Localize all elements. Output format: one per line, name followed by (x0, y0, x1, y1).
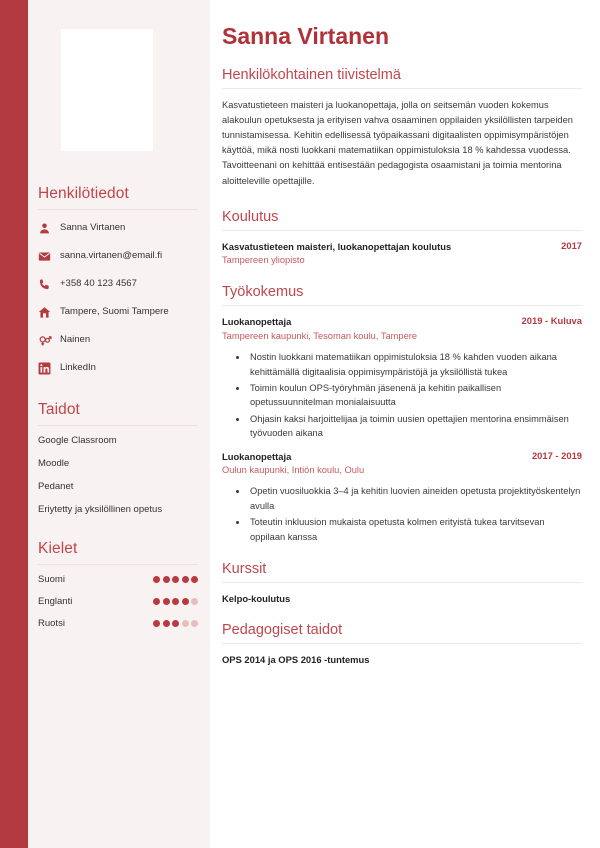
experience-entry-header (222, 450, 582, 463)
experience-bullets (222, 350, 582, 440)
main-content (210, 0, 600, 848)
sidebar-heading-languages: Kielet (38, 539, 78, 557)
section-divider-pedagogical (222, 643, 582, 644)
rating-dot (153, 598, 160, 605)
phone-icon (38, 278, 60, 291)
experience-job-title: Luokanopettaja (222, 316, 292, 328)
education-entry (222, 240, 582, 268)
sidebar-divider-personal (38, 209, 198, 210)
pedagogical-item: OPS 2014 ja OPS 2016 -tuntemus (222, 654, 370, 666)
rating-dot (172, 598, 179, 605)
course-item: Kelpo-koulutus (222, 593, 291, 605)
skill-item: Pedanet (38, 480, 74, 492)
contact-linkedin-text: LinkedIn (60, 361, 96, 373)
rating-dot (191, 620, 198, 627)
contact-row-name (38, 219, 198, 237)
education-degree: Kasvatustieteen maisteri, luokanopettajan koulutus (222, 240, 452, 252)
section-divider-experience (222, 305, 582, 306)
contact-email-text: sanna.virtanen@email.fi (60, 249, 163, 261)
language-level-dots (153, 598, 198, 605)
contact-phone-text: +358 40 123 4567 (60, 277, 137, 289)
education-institution: Tampereen yliopisto (222, 254, 305, 265)
education-entry-header (222, 240, 582, 253)
rating-dot (153, 620, 160, 627)
section-pedagogical-skills (222, 622, 582, 666)
experience-entry-header (222, 315, 582, 328)
experience-employer: Oulun kaupunki, Intiön koulu, Oulu (222, 464, 365, 475)
contact-location-text: Tampere, Suomi Tampere (60, 305, 169, 317)
contact-name-text: Sanna Virtanen (60, 221, 126, 233)
sidebar-section-skills (28, 401, 210, 516)
experience-bullet: • Toimin koulun OPS-työryhmän jäsenenä ja kehitin paikallisen opetussuunnitelman monialaisuutta (248, 381, 582, 410)
rating-dot (153, 576, 160, 583)
language-row (38, 618, 198, 629)
experience-date: 2019 - Kuluva (521, 315, 582, 327)
rating-dot (163, 620, 170, 627)
section-divider-summary (222, 88, 582, 89)
language-level-dots (153, 620, 198, 627)
contact-list (38, 219, 198, 377)
rating-dot (163, 576, 170, 583)
page-title: Sanna Virtanen (222, 23, 390, 49)
language-name: Englanti (38, 595, 73, 607)
language-name: Suomi (38, 573, 65, 585)
sidebar-divider-skills (38, 425, 198, 426)
gender-icon (38, 333, 60, 347)
skill-item: Eriytetty ja yksilöllinen opetus (38, 503, 163, 515)
sidebar-heading-skills: Taidot (38, 401, 80, 418)
language-name: Ruotsi (38, 617, 65, 629)
profile-photo-placeholder (61, 29, 153, 151)
experience-bullets (222, 484, 582, 544)
language-row (38, 596, 198, 607)
experience-bullet: • Nostin luokkani matematiikan oppimistuloksia 18 % kahden vuoden aikana kehittämällä digitaalisia oppimisympäristöjä ja yksilöllistä tukea (248, 350, 582, 379)
rating-dot (182, 598, 189, 605)
rating-dot (182, 620, 189, 627)
summary-text: Kasvatustieteen maisteri ja luokanopettaja, jolla on seitsemän vuoden kokemus alakoulun opetuksesta ja erityisen vahva osaaminen oppilaiden yksilöllisten tarpeiden tunnistamisessa. Kehitin edellisessä työpaikassani digitaalisten oppimisympäristöjen käyttöä, mikä nosti luokkani matematiikan oppimistuloksia 18 % kahdessa vuodessa. Tavoitteenani on kehittää entisestään pedagogista osaamistani ja toimia mentorina aloitteleville opettajille. (222, 100, 573, 186)
rating-dot (172, 576, 179, 583)
sidebar-section-languages (28, 540, 210, 629)
section-heading-summary: Henkilökohtainen tiivistelmä (222, 67, 401, 84)
accent-bar (0, 0, 28, 848)
contact-row-location (38, 303, 198, 321)
section-education (222, 209, 582, 268)
rating-dot (163, 598, 170, 605)
section-summary (222, 67, 582, 188)
person-icon (38, 222, 60, 235)
education-date: 2017 (561, 239, 582, 251)
skill-item: Moodle (38, 457, 70, 469)
experience-entry (222, 450, 582, 544)
section-heading-courses: Kurssit (222, 561, 267, 578)
sidebar-section-personal (28, 185, 210, 377)
experience-date: 2017 - 2019 (531, 449, 582, 461)
skill-item: Google Classroom (38, 435, 117, 446)
experience-entry (222, 315, 582, 440)
rating-dot (182, 576, 189, 583)
contact-row-phone[interactable] (38, 275, 198, 293)
language-level-dots (153, 576, 198, 583)
experience-bullet: • Opetin vuosiluokkia 3–4 ja kehitin luovien aineiden opetusta projektityöskentelyn avulla (248, 484, 582, 513)
contact-row-linkedin[interactable] (38, 359, 198, 377)
rating-dot (191, 598, 198, 605)
experience-employer: Tampereen kaupunki, Tesoman koulu, Tampere (222, 330, 418, 341)
section-courses (222, 561, 582, 605)
home-icon (38, 306, 60, 319)
experience-bullet: • Toteutin inkluusion mukaista opetusta kolmen erityistä tukea tarvitsevan oppilaan kanssa (248, 515, 582, 544)
experience-bullet: • Ohjasin kaksi harjoittelijaa ja toimin uusien opettajien mentorina ensimmäisen työvuoden aikana (248, 412, 582, 441)
rating-dot (172, 620, 179, 627)
sidebar-divider-languages (38, 564, 198, 565)
sidebar (28, 0, 210, 848)
section-heading-pedagogical: Pedagogiset taidot (222, 622, 343, 639)
language-row (38, 574, 198, 585)
sidebar-heading-personal: Henkilötiedot (38, 185, 129, 202)
contact-row-email[interactable] (38, 247, 198, 265)
section-heading-experience: Työkokemus (222, 284, 304, 301)
rating-dot (191, 576, 198, 583)
section-divider-courses (222, 582, 582, 583)
experience-job-title: Luokanopettaja (222, 450, 292, 462)
envelope-icon (38, 250, 60, 263)
section-divider-education (222, 230, 582, 231)
section-experience (222, 284, 582, 544)
contact-row-gender (38, 331, 198, 349)
contact-gender-text: Nainen (60, 333, 91, 345)
linkedin-icon (38, 362, 60, 375)
section-heading-education: Koulutus (222, 208, 279, 225)
